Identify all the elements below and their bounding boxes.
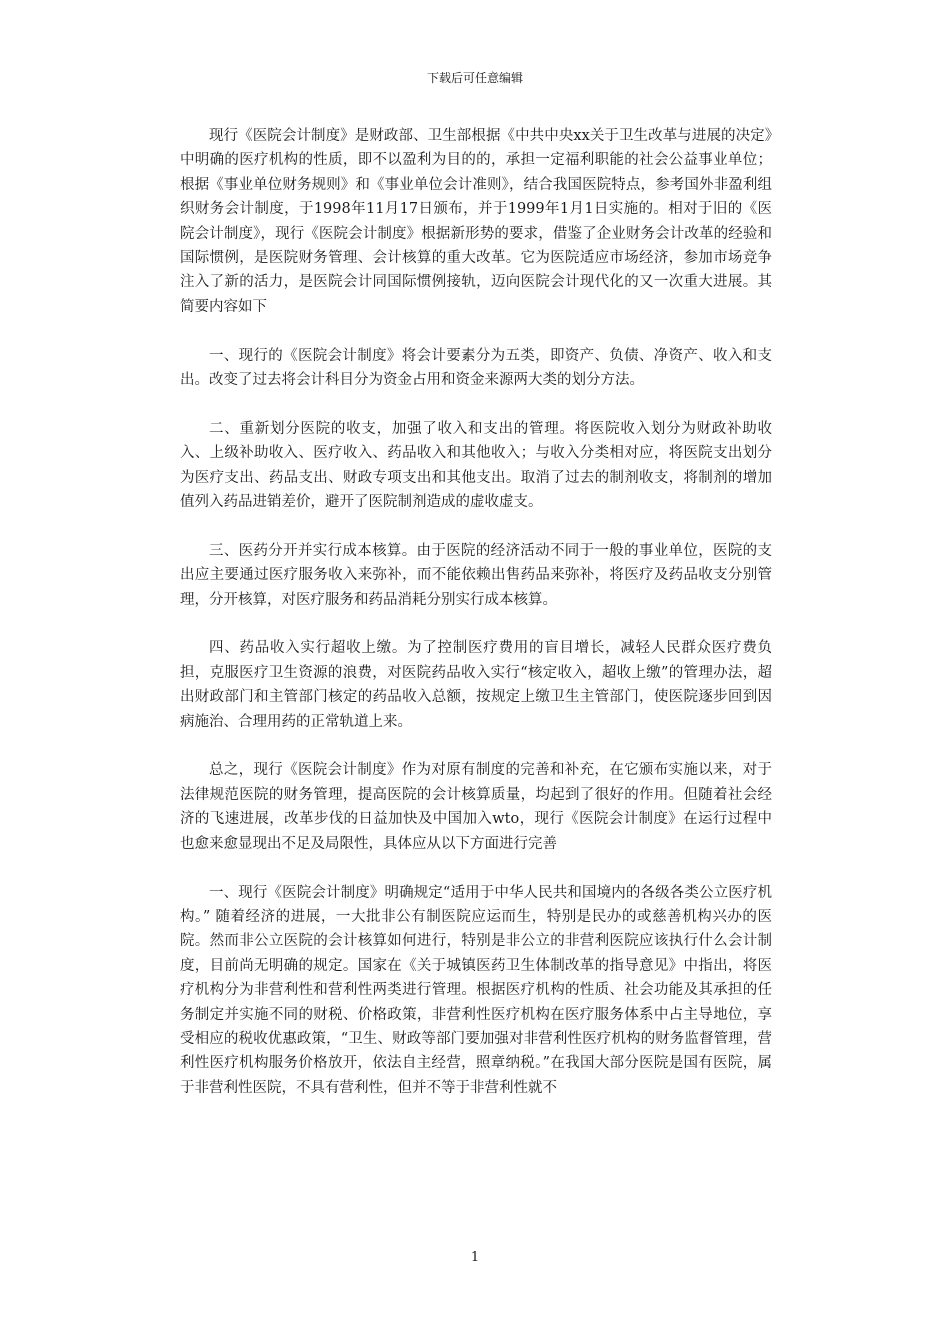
paragraph-point-3: 三、医药分开并实行成本核算。由于医院的经济活动不同于一般的事业单位，医院的支出应主要通过医疗服务收入来弥补，而不能依赖出售药品来弥补，将医疗及药品收支分别管理，分开核算，对医疗服务和药品消耗分别实行成本核算。: [180, 542, 772, 608]
paragraph-summary: 总之，现行《医院会计制度》作为对原有制度的完善和补充，在它颁布实施以来，对于法律规范医院的财务管理，提高医院的会计核算质量，均起到了很好的作用。但随着社会经济的飞速进展，改革步伐的日益加快及中国加入wto，现行《医院会计制度》在运行过程中也愈来愈显现出不足及局限性，具体应从以下方面进行完善: [180, 762, 772, 852]
paragraph-point-4: 四、药品收入实行超收上缴。为了控制医疗费用的盲目增长，减轻人民群众医疗费负担，克服医疗卫生资源的浪费，对医院药品收入实行“核定收入，超收上缴”的管理办法，超出财政部门和主管部门核定的药品收入总额，按规定上缴卫生主管部门，使医院逐步回到因病施治、合理用药的正常轨道上来。: [180, 640, 772, 730]
document-body: [180, 124, 772, 1100]
page-header-note: 下载后可任意编辑: [426, 71, 523, 85]
paragraph-improvement-1: 一、现行《医院会计制度》明确规定“适用于中华人民共和国境内的各级各类公立医疗机构。” 随着经济的进展，一大批非公有制医院应运而生，特别是民办的或慈善机构兴办的医院。然而非公立医院的会计核算如何进行，特别是非公立的非营利医院应该执行什么会计制度，目前尚无明确的规定。国家在《关于城镇医药卫生体制改革的指导意见》中指出，将医疗机构分为非营利性和营利性两类进行管理。根据医疗机构的性质、社会功能及其承担的任务制定并实施不同的财税、价格政策，非营利性医疗机构在医疗服务体系中占主导地位，享受相应的税收优惠政策，“卫生、财政等部门要加强对非营利性医疗机构的财务监督管理，营利性医疗机构服务价格放开，依法自主经营，照章纳税。”在我国大部分医院是国有医院，属于非营利性医院，不具有营利性，但并不等于非营利性就不: [180, 884, 772, 1096]
paragraph-point-2: 二、重新划分医院的收支，加强了收入和支出的管理。将医院收入划分为财政补助收入、上级补助收入、医疗收入、药品收入和其他收入；与收入分类相对应，将医院支出划分为医疗支出、药品支出、财政专项支出和其他支出。取消了过去的制剂收支，将制剂的增加值列入药品进销差价，避开了医院制剂造成的虚收虚支。: [180, 420, 772, 511]
page-number: 1: [470, 1250, 480, 1265]
paragraph-intro: 现行《医院会计制度》是财政部、卫生部根据《中共中央xx关于卫生改革与进展的决定》中明确的医疗机构的性质，即不以盈利为目的的，承担一定福利职能的社会公益事业单位；根据《事业单位财务规则》和《事业单位会计准则》，结合我国医院特点，参考国外非盈利组织财务会计制度，于1998年11月17日颁布，并于1999年1月1日实施的。相对于旧的《医院会计制度》，现行《医院会计制度》根据新形势的要求，借鉴了企业财务会计改革的经验和国际惯例，是医院财务管理、会计核算的重大改革。它为医院适应市场经济，参加市场竞争注入了新的活力，是医院会计同国际惯例接轨，迈向医院会计现代化的又一次重大进展。其简要内容如下: [180, 128, 772, 315]
paragraph-point-1: 一、现行的《医院会计制度》将会计要素分为五类，即资产、负债、净资产、收入和支出。改变了过去将会计科目分为资金占用和资金来源两大类的划分方法。: [180, 347, 772, 389]
